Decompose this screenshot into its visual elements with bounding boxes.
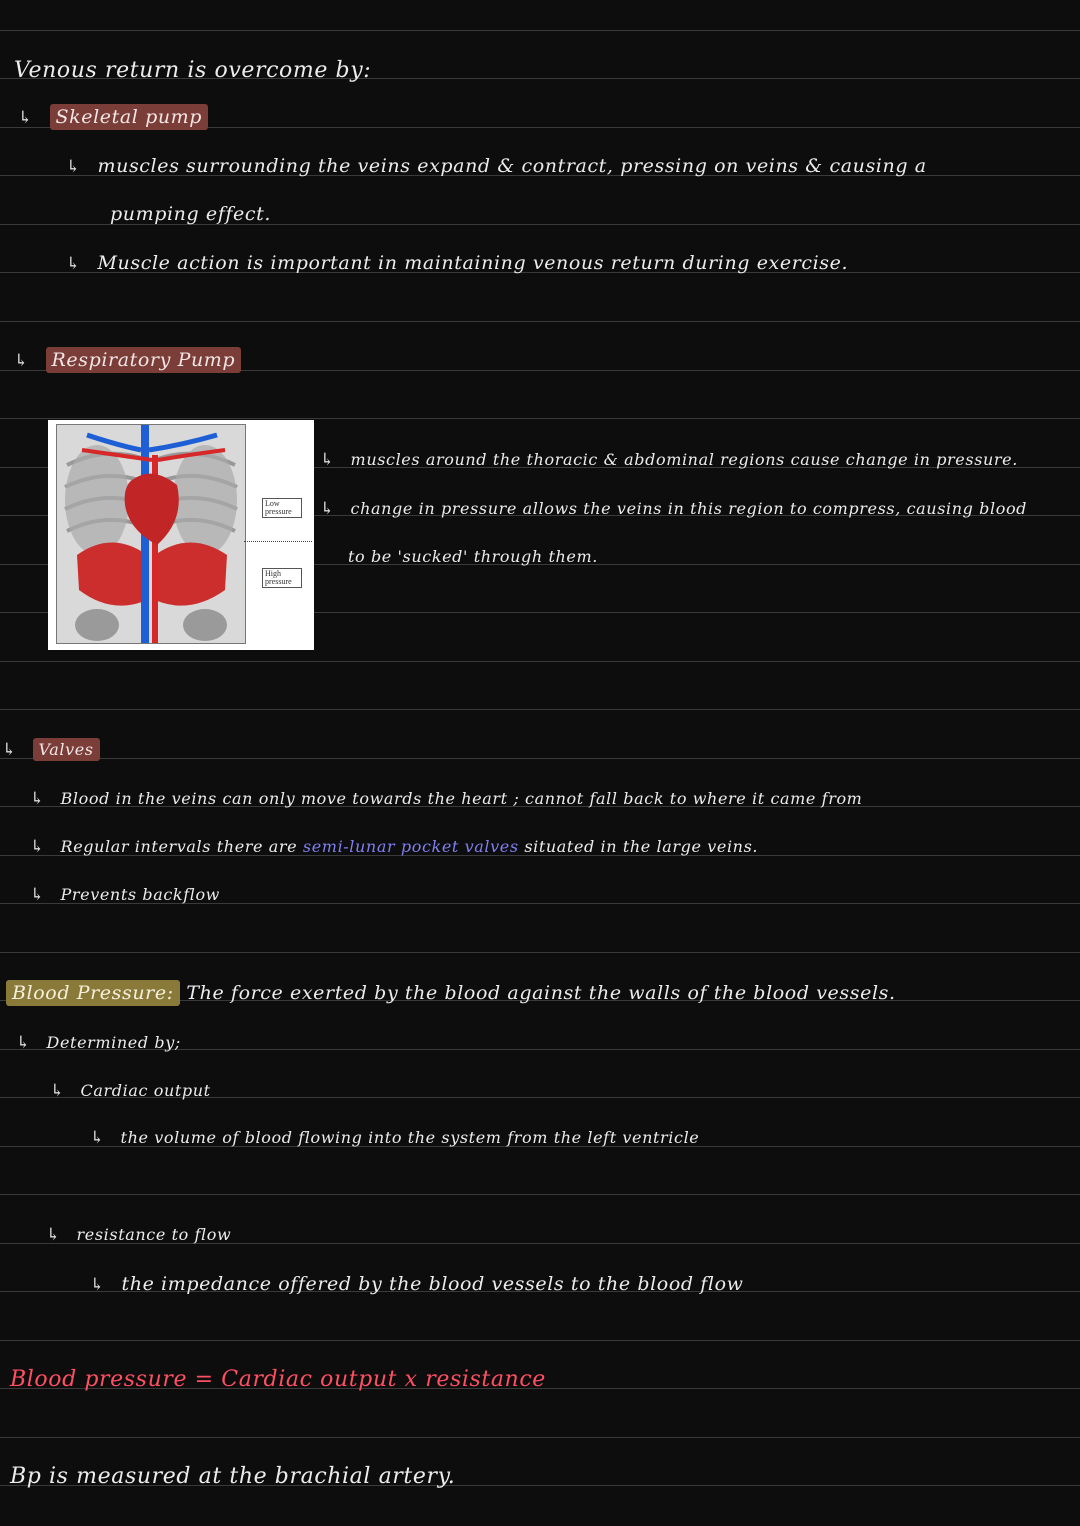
respiratory-pump-label: Respiratory Pump (46, 347, 242, 373)
torso-illustration (57, 425, 245, 643)
arrow-icon: ↳ (320, 499, 335, 519)
blood-pressure-formula (10, 1367, 546, 1392)
arrow-icon: ↳ (30, 789, 45, 809)
arrow-icon: ↳ (66, 254, 81, 274)
valves-item (2, 740, 100, 760)
venous-heading-text: Venous return is overcome by: (14, 58, 372, 83)
blood-pressure-label: Blood Pressure: (6, 980, 180, 1006)
skeletal-line-2 (110, 203, 271, 225)
arrow-icon: ↳ (2, 740, 17, 760)
determined-by-text: Determined by; (46, 1033, 181, 1052)
arrow-icon: ↳ (46, 1225, 61, 1245)
skeletal-line-1 (66, 155, 927, 177)
valves-label: Valves (33, 738, 100, 761)
thoracic-diagram (48, 420, 314, 650)
arrow-icon: ↳ (16, 1033, 31, 1053)
valves-line-1-text: Blood in the veins can only move towards the heart ; cannot fall back to where it came from (60, 789, 863, 808)
determined-by (16, 1033, 181, 1053)
bp-measured-text: Bp is measured at the brachial artery. (10, 1464, 456, 1489)
arrow-icon: ↳ (66, 157, 81, 177)
venous-heading (14, 58, 371, 83)
skeletal-line-3-text: Muscle action is important in maintaining venous return during exercise. (97, 252, 849, 274)
resistance-text: resistance to flow (76, 1225, 232, 1244)
arrow-icon: ↳ (90, 1275, 105, 1295)
skeletal-line-3 (66, 252, 848, 274)
high-pressure-label: High pressure (262, 568, 302, 588)
valves-line-2 (30, 837, 758, 857)
pressure-divider (244, 541, 312, 542)
blood-pressure-definition (6, 982, 896, 1004)
respiratory-line-1 (320, 450, 1018, 470)
respiratory-pump-item (14, 349, 241, 371)
valves-line-3 (30, 885, 220, 905)
arrow-icon: ↳ (18, 108, 33, 128)
resistance-definition-text: the impedance offered by the blood vessels to the blood flow (121, 1273, 744, 1295)
arrow-icon: ↳ (320, 450, 335, 470)
valves-line-3-text: Prevents backflow (60, 885, 220, 904)
respiratory-line-3 (348, 547, 598, 566)
valves-line-1 (30, 789, 862, 809)
blood-pressure-formula-text: Blood pressure = Cardiac output x resistance (10, 1367, 546, 1392)
valves-line-2-end: situated in the large veins. (524, 837, 759, 856)
skeletal-pump-label: Skeletal pump (50, 104, 209, 130)
respiratory-line-1-text: muscles around the thoracic & abdominal regions cause change in pressure. (350, 450, 1018, 469)
cardiac-output-text: Cardiac output (80, 1081, 211, 1100)
cardiac-output-item (50, 1081, 211, 1101)
resistance-item (46, 1225, 231, 1245)
skeletal-line-1-text: muscles surrounding the veins expand & contract, pressing on veins & causing a (97, 155, 927, 177)
arrow-icon: ↳ (50, 1081, 65, 1101)
semi-lunar-valves-highlight: semi-lunar pocket valves (302, 837, 519, 856)
blood-pressure-definition-text: The force exerted by the blood against the walls of the blood vessels. (186, 982, 896, 1004)
resistance-definition (90, 1273, 743, 1295)
cardiac-output-definition-text: the volume of blood flowing into the system from the left ventricle (120, 1128, 700, 1147)
respiratory-line-2 (320, 499, 1027, 519)
arrow-icon: ↳ (30, 885, 45, 905)
arrow-icon: ↳ (14, 351, 29, 371)
respiratory-line-3-text: to be 'sucked' through them. (348, 547, 598, 566)
valves-line-2-start: Regular intervals there are (60, 837, 298, 856)
arrow-icon: ↳ (30, 837, 45, 857)
skeletal-pump-item (18, 106, 208, 128)
bp-measured (10, 1464, 455, 1489)
diagram-frame (56, 424, 246, 644)
skeletal-line-2-text: pumping effect. (110, 203, 271, 225)
cardiac-output-definition (90, 1128, 699, 1148)
arrow-icon: ↳ (90, 1128, 105, 1148)
respiratory-line-2-text: change in pressure allows the veins in this region to compress, causing blood (350, 499, 1028, 518)
low-pressure-label: Low pressure (262, 498, 302, 518)
